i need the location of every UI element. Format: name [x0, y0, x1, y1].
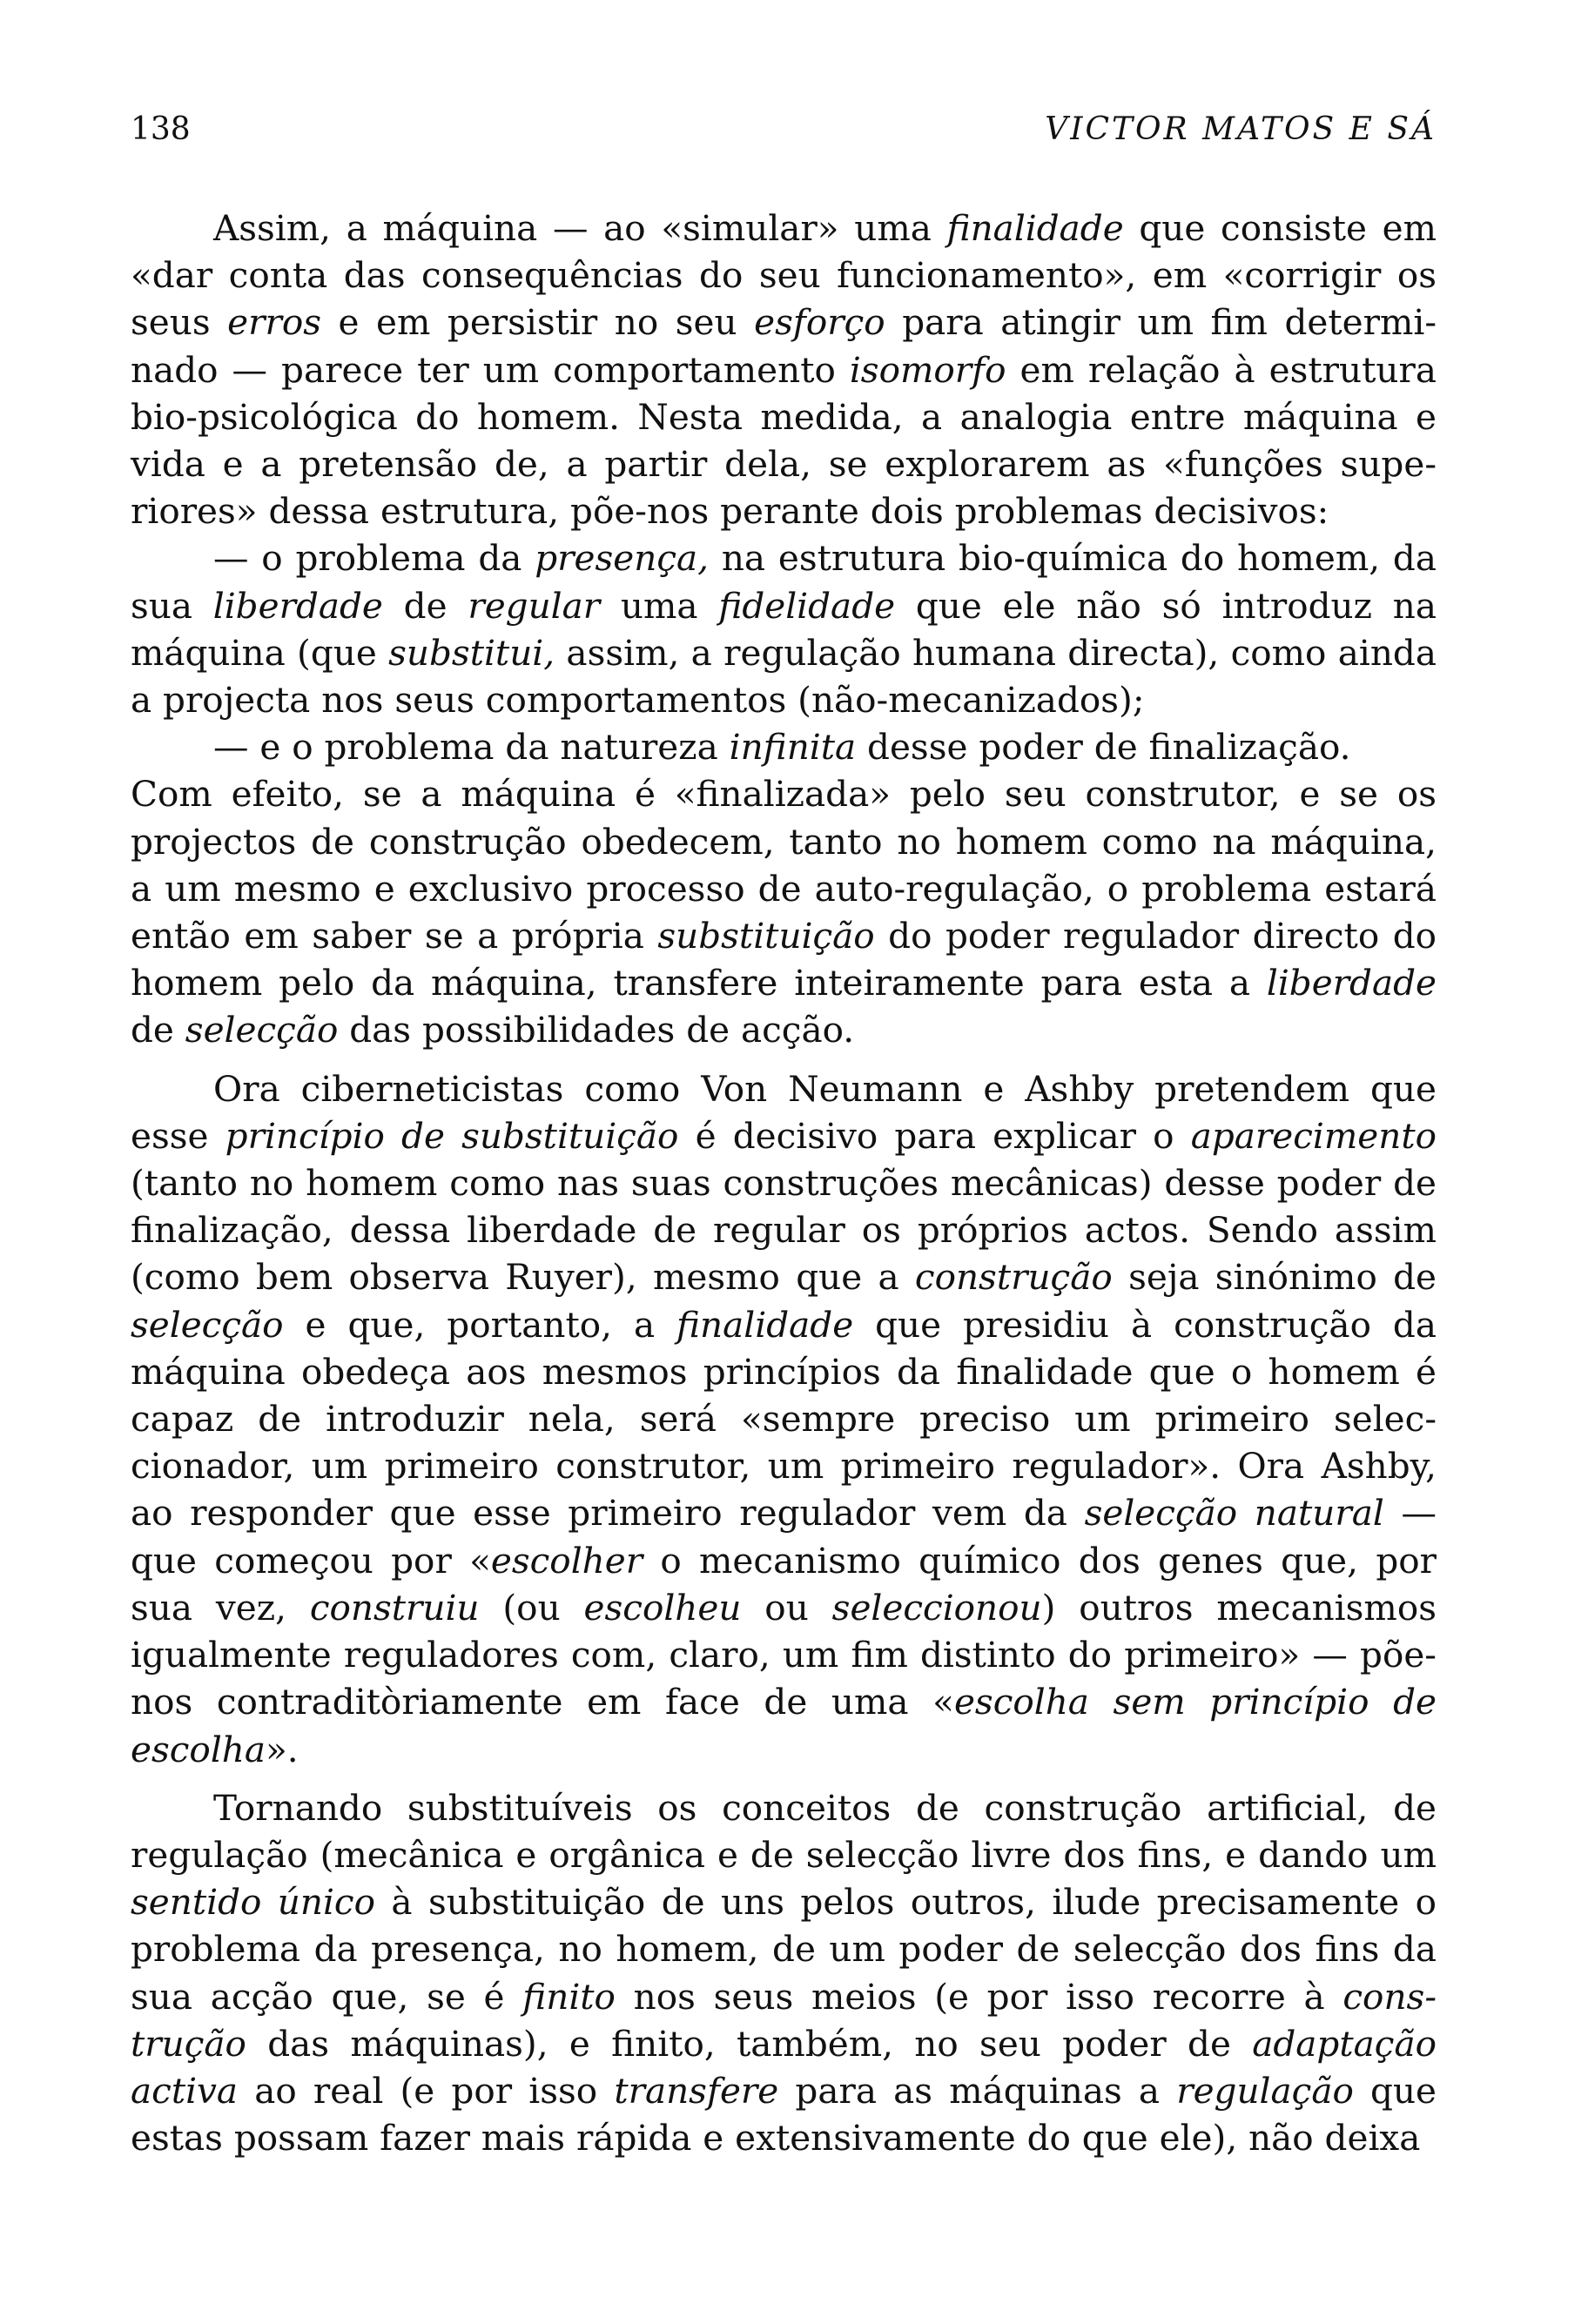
paragraph: Ora ciberneticistas como Von Neumann e Ashby pretendem que esse princípio de substituição é decisivo para explicar o aparecimento (tanto no homem como nas suas construções mecânicas) desse poder de finalização, dessa liberdade de regular os próprios actos. Sendo assim (como bem observa Ruyer), mesmo que a construção seja sinónimo de selecção e que, portanto, a finalidade que presidiu à construção da máquina obedeça aos mesmos princípios da finalidade que o homem é capaz de introduzir nela, será «sempre preciso um primeiro seleccionador, um primeiro construtor, um primeiro regulador». Ora Ashby, ao responder que esse primeiro regulador vem da selecção natural — que começou por «escolher o mecanismo químico dos genes que, por sua vez, construiu (ou escolheu ou seleccionou) outros mecanismos igualmente reguladores com, claro, um fim distinto do primeiro» — põe-nos contraditòriamente em face de uma «escolha sem princípio de escolha».	[131, 1067, 1437, 1770]
page-header	[131, 111, 1437, 155]
running-head: VICTOR MATOS E SÁ	[1045, 111, 1437, 147]
paragraph: — o problema da presença, na estrutura bio-química do homem, da sua liberdade de regular uma fidelidade que ele não só introduz na máquina (que substitui, assim, a regulação humana directa), como ainda a projecta nos seus comportamentos (não-mecanizados);	[131, 537, 1437, 722]
paragraph: Tornando substituíveis os conceitos de construção artificial, de regulação (mecânica e orgânica e de selecção livre dos fins, e dando um sentido único à substituição de uns pelos outros, ilude precisamente o problema da presença, no homem, de um poder de selecção dos fins da sua acção que, se é finito nos seus meios (e por isso recorre à construção das máquinas), e finito, também, no seu poder de adaptação activa ao real (e por isso transfere para as máquinas a regulação que estas possam fazer mais rápida e extensivamente do que ele), não deixa	[131, 1786, 1437, 2159]
paragraph: Com efeito, se a máquina é «finalizada» pelo seu construtor, e se os projectos de construção obedecem, tanto no homem como na máquina, a um mesmo e exclusivo processo de auto-regulação, o problema estará então em saber se a própria substituição do poder regulador directo do homem pelo da máquina, transfere inteiramente para esta a liberdade de selecção das possibilidades de acção.	[131, 773, 1437, 1051]
page-number: 138	[131, 111, 191, 147]
paragraph: — e o problema da natureza infinita desse poder de finalização.	[213, 726, 1351, 769]
paragraph: Assim, a máquina — ao «simular» uma finalidade que consiste em «dar conta das consequências do seu funcionamento», em «corrigir os seus erros e em persistir no seu esforço para atingir um fim determinado — parece ter um comportamento isomorfo em relação à estrutura bio-psicológica do homem. Nesta medida, a analogia entre máquina e vida e a pretensão de, a partir dela, se explorarem as «funções superiores» dessa estrutura, põe-nos perante dois problemas decisivos:	[131, 207, 1437, 533]
body-text	[131, 205, 1437, 2161]
